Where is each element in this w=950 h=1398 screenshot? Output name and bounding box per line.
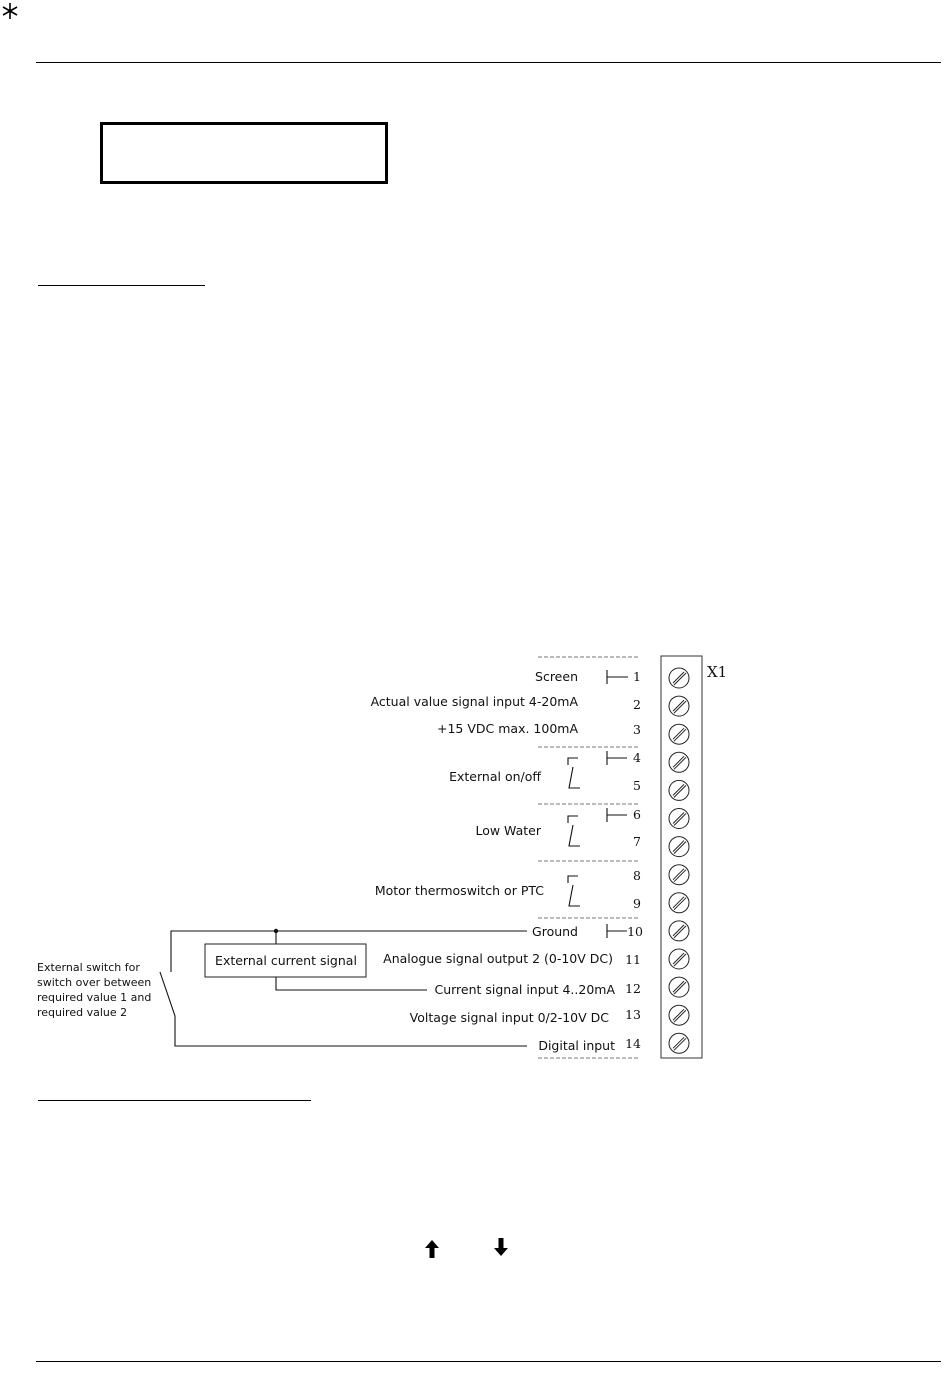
switch-symbol-external-on-off — [568, 758, 580, 788]
bottom-rule — [36, 1361, 941, 1362]
terminal-number-5: 5 — [633, 778, 641, 793]
asterisk-icon — [0, 0, 20, 22]
switch-note-line-3: required value 1 and — [37, 991, 152, 1004]
terminal-number-4: 4 — [633, 750, 641, 765]
terminal-number-6: 6 — [633, 807, 641, 822]
terminal-block — [661, 656, 702, 1058]
terminal-number-2: 2 — [633, 697, 641, 712]
screen-symbol-4 — [607, 751, 627, 765]
external-current-signal-label: External current signal — [215, 953, 357, 968]
label-motor-thermoswitch: Motor thermoswitch or PTC — [374, 883, 544, 898]
label-analogue-output: Analogue signal output 2 (0-10V DC) — [383, 951, 613, 966]
switch-note-line-2: switch over between — [37, 976, 152, 989]
terminal-screw-12 — [669, 977, 689, 997]
terminal-number-1: 1 — [633, 669, 641, 684]
heading-underline-2 — [38, 1100, 311, 1101]
switch-symbol-motor-thermoswitch — [568, 876, 580, 906]
terminal-screw-2 — [669, 696, 689, 716]
label-digital-input: Digital input — [538, 1038, 615, 1053]
terminal-screw-4 — [669, 752, 689, 772]
arrow-up-icon — [422, 1238, 442, 1260]
wire-current-signal — [276, 977, 427, 990]
label-screen: Screen — [535, 669, 578, 684]
terminal-number-13: 13 — [625, 1007, 641, 1022]
label-current-signal-input: Current signal input 4..20mA — [434, 982, 615, 997]
terminal-screw-5 — [669, 780, 689, 800]
terminal-number-14: 14 — [625, 1036, 641, 1051]
terminal-number-9: 9 — [633, 896, 641, 911]
heading-underline-1 — [38, 285, 205, 286]
arrow-down-icon — [491, 1236, 511, 1258]
terminal-number-12: 12 — [625, 981, 641, 996]
terminal-screw-14 — [669, 1033, 689, 1053]
label-actual-value-signal: Actual value signal input 4-20mA — [370, 694, 578, 709]
label-low-water: Low Water — [475, 823, 541, 838]
switch-note-line-1: External switch for — [37, 961, 140, 974]
terminal-screw-3 — [669, 724, 689, 744]
screen-symbol-6 — [607, 808, 627, 822]
terminal-number-7: 7 — [633, 834, 641, 849]
terminal-screw-7 — [669, 837, 689, 857]
label-external-on-off: External on/off — [449, 769, 541, 784]
terminal-screw-13 — [669, 1005, 689, 1025]
terminal-screw-9 — [669, 893, 689, 913]
ground-symbol — [607, 924, 627, 938]
terminal-screw-11 — [669, 949, 689, 969]
terminal-screw-8 — [669, 865, 689, 885]
terminal-number-11: 11 — [625, 952, 641, 967]
header-box — [100, 122, 388, 184]
terminal-block-label: X1 — [707, 663, 728, 681]
terminal-number-3: 3 — [633, 722, 641, 737]
terminal-number-8: 8 — [633, 868, 641, 883]
terminal-screws — [669, 668, 689, 1053]
terminal-number-10: 10 — [627, 924, 643, 939]
label-voltage-signal-input: Voltage signal input 0/2-10V DC — [409, 1010, 609, 1025]
switch-note-line-4: required value 2 — [37, 1006, 128, 1019]
terminal-wiring-diagram — [0, 640, 950, 1080]
terminal-screw-6 — [669, 809, 689, 829]
junction-dot — [274, 929, 278, 933]
switch-symbol-low-water — [568, 816, 580, 846]
label-ground: Ground — [532, 924, 578, 939]
screen-symbol — [607, 670, 628, 684]
terminal-screw-1 — [669, 668, 689, 688]
top-rule — [36, 62, 941, 63]
terminal-screw-10 — [669, 921, 689, 941]
label-15vdc: +15 VDC max. 100mA — [437, 721, 578, 736]
